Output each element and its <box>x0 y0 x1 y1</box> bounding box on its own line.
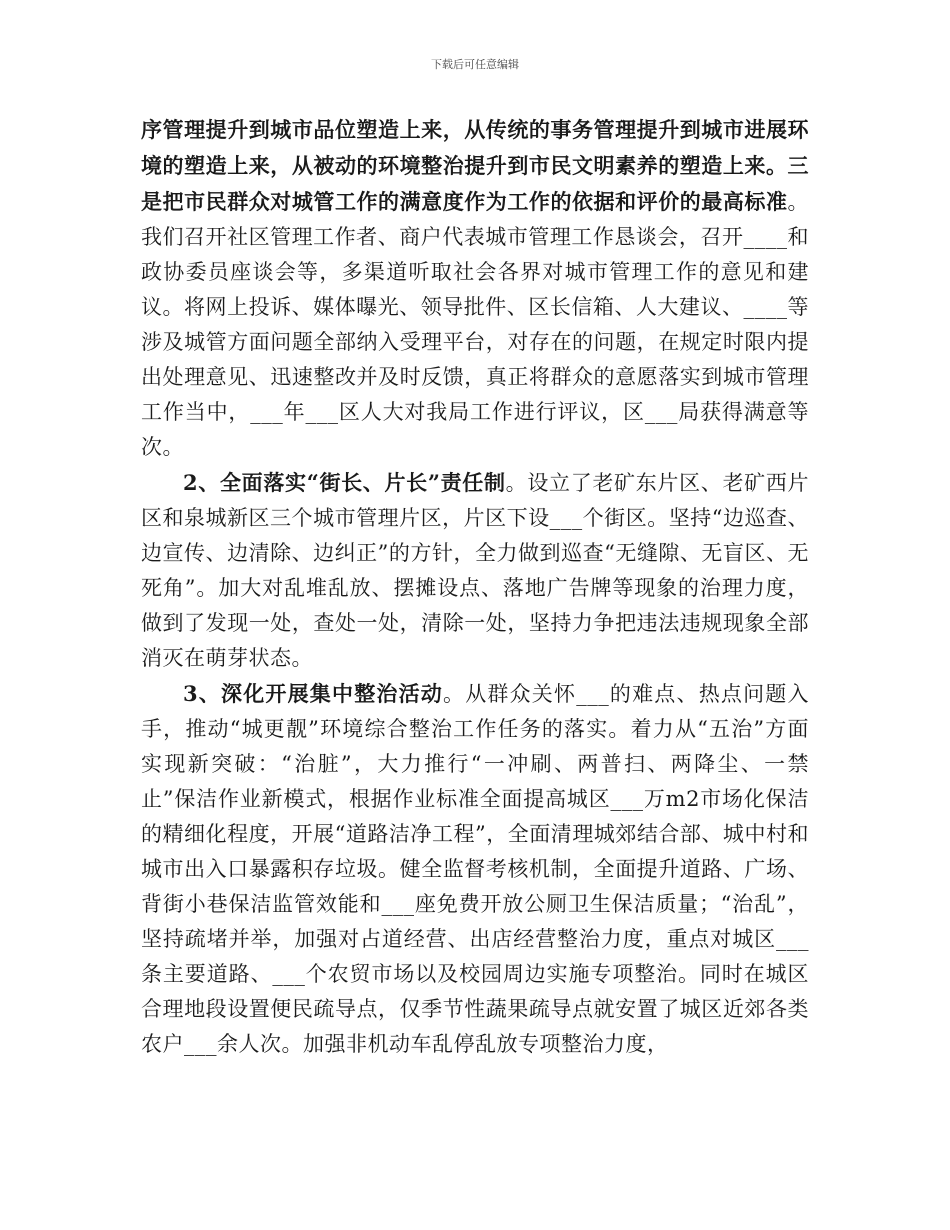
paragraph-3-heading: 3、深化开展集中整治活动 <box>183 681 443 706</box>
page-header: 下载后可任意编辑 <box>431 58 519 71</box>
paragraph-1-body: 。我们召开社区管理工作者、商户代表城市管理工作恳谈会，召开____和政协委员座谈会等，多渠道听取社会各界对城市管理工作的意见和建议。将网上投诉、媒体曝光、领导批件、区长信箱、人大建议、____等涉及城管方面问题全部纳入受理平台，对存在的问题，在规定时限内提出处理意见、迅速整改并及时反馈，真正将群众的意愿落实到城市管理工作当中，___年___区人大对我局工作进行评议，区___局获得满意等次。 <box>141 190 809 459</box>
paragraph-1-bold-lead: 序管理提升到城市品位塑造上来，从传统的事务管理提升到城市进展环境的塑造上来，从被动的环境整治提升到市民文明素养的塑造上来。三是把市民群众对城管工作的满意度作为工作的依据和评价的最高标准 <box>141 117 809 214</box>
paragraph-3 <box>141 676 809 1062</box>
document-body <box>141 112 809 1062</box>
paragraph-1 <box>141 112 809 465</box>
paragraph-2-heading: 2、全面落实“街长、片长”责任制 <box>183 470 506 495</box>
paragraph-3-body: 。从群众关怀___的难点、热点问题入手，推动“城更靓”环境综合整治工作任务的落实。着力从“五治”方面实现新突破：“治脏”，大力推行“一冲刷、两普扫、两降尘、一禁止”保洁作业新模式，根据作业标准全面提高城区___万m2市场化保洁的精细化程度，开展“道路洁净工程”，全面清理城郊结合部、城中村和城市出入口暴露积存垃圾。健全监督考核机制，全面提升道路、广场、背街小巷保洁监管效能和___座免费开放公厕卫生保洁质量；“治乱”，坚持疏堵并举，加强对占道经营、出店经营整治力度，重点对城区___条主要道路、___个农贸市场以及校园周边实施专项整治。同时在城区合理地段设置便民疏导点，仅季节性蔬果疏导点就安置了城区近郊各类农户___余人次。加强非机动车乱停乱放专项整治力度， <box>141 682 809 1056</box>
paragraph-2 <box>141 465 809 676</box>
paragraph-2-body: 。设立了老矿东片区、老矿西片区和泉城新区三个城市管理片区，片区下设___个街区。坚持“边巡查、边宣传、边清除、边纠正”的方针，全力做到巡查“无缝隙、无盲区、无死角”。加大对乱堆乱放、摆摊设点、落地广告牌等现象的治理力度，做到了发现一处，查处一处，清除一处，坚持力争把违法违规现象全部消灭在萌芽状态。 <box>141 471 809 670</box>
